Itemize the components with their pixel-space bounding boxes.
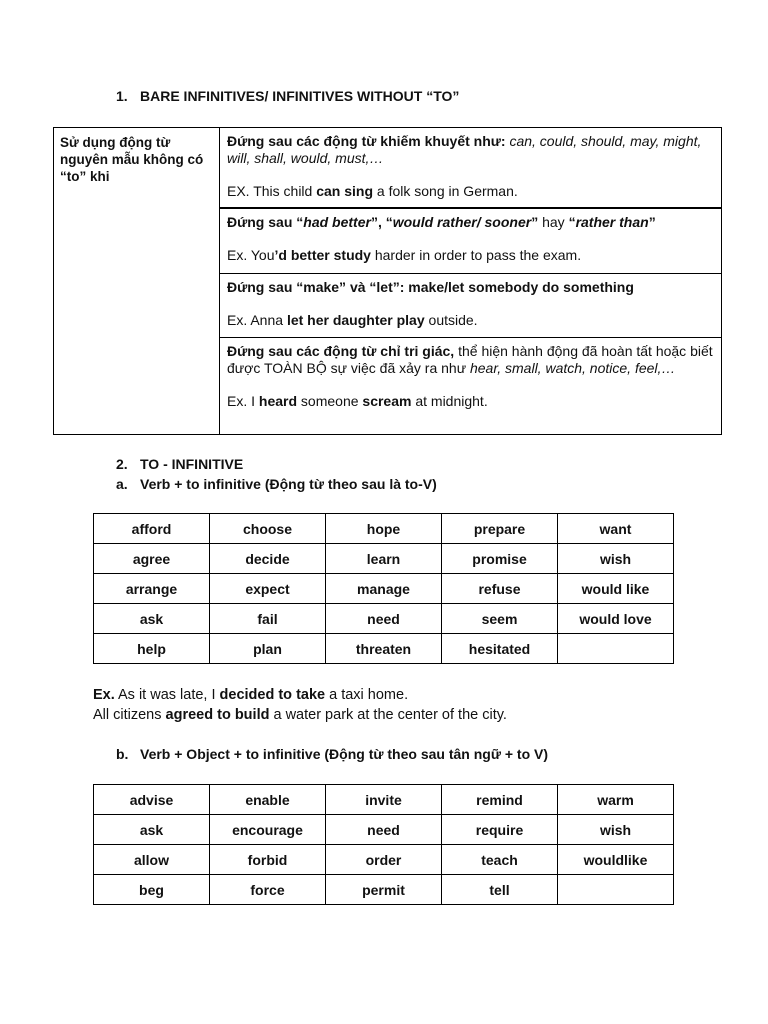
table-row [94,514,674,544]
verb-cell: teach [442,845,558,875]
verb-cell: tell [442,875,558,905]
verb-cell: wish [558,815,674,845]
bare-infinitive-table [53,127,722,435]
rule-row-perception [220,338,721,434]
verb-cell: help [94,634,210,664]
verb-cell: wouldlike [558,845,674,875]
verb-to-infinitive-table [93,513,674,664]
rule-row-modal [220,128,721,209]
rule-text: Đứng sau các động từ chỉ tri giác, thể hiện hành động đã hoàn tất hoặc biết được TOÀN BỘ sự việc đã xảy ra như hear, small, watch, notice, feel,… [227,343,713,376]
verb-cell: hesitated [442,634,558,664]
example-a-line-1: Ex. As it was late, I decided to take a taxi home. [93,687,409,703]
verb-cell: afford [94,514,210,544]
verb-cell: ask [94,815,210,845]
section-1-number: 1. [116,88,128,104]
verb-cell: prepare [442,514,558,544]
verb-cell: hope [326,514,442,544]
rule-italic-text: can, could, should, may, might, will, shall, would, must,… [227,133,702,166]
verb-cell: force [210,875,326,905]
example-a-line-2: All citizens agreed to build a water park at the center of the city. [93,707,507,723]
verb-object-to-infinitive-table [93,784,674,905]
verb-cell: advise [94,785,210,815]
verb-cell: manage [326,574,442,604]
verb-cell: encourage [210,815,326,845]
verb-cell: fail [210,604,326,634]
verb-cell: seem [442,604,558,634]
table-row [94,785,674,815]
verb-cell: refuse [442,574,558,604]
section-1-title: BARE INFINITIVES/ INFINITIVES WITHOUT “TO” [140,88,460,104]
verb-cell: would love [558,604,674,634]
table-row [94,544,674,574]
table-row [94,634,674,664]
verb-cell: require [442,815,558,845]
verb-cell: invite [326,785,442,815]
verb-cell: plan [210,634,326,664]
verb-cell: remind [442,785,558,815]
verb-cell: permit [326,875,442,905]
verb-cell: learn [326,544,442,574]
example-line: Ex. Anna let her daughter play outside. [227,312,478,328]
verb-cell: decide [210,544,326,574]
rule-text: Đứng sau “had better”, “would rather/ sooner” hay “rather than” [227,214,656,230]
verb-cell: beg [94,875,210,905]
subsection-b-letter: b. [116,746,129,762]
table-left-label: Sử dụng động từ nguyên mẫu không có “to” khi [54,128,220,434]
section-2-heading [116,456,243,472]
verb-cell: threaten [326,634,442,664]
verb-cell [558,634,674,664]
subsection-a-title: Verb + to infinitive (Động từ theo sau là to-V) [140,476,437,492]
table-row [94,574,674,604]
verb-cell: need [326,604,442,634]
verb-cell: ask [94,604,210,634]
table-row [94,815,674,845]
verb-cell: enable [210,785,326,815]
example-line: Ex. You’d better study harder in order to pass the exam. [227,247,582,263]
example-a [93,685,507,725]
verb-cell: promise [442,544,558,574]
table-row [94,845,674,875]
section-2-number: 2. [116,456,128,472]
subsection-a-letter: a. [116,476,128,492]
section-2-title: TO - INFINITIVE [140,456,244,472]
rule-text: Đứng sau các động từ khiếm khuyết như: [227,133,506,149]
section-1-heading [116,88,459,104]
verb-cell: wish [558,544,674,574]
verb-cell: warm [558,785,674,815]
subsection-b-heading [116,746,548,762]
example-line: EX. This child can sing a folk song in German. [227,183,518,199]
table-row [94,875,674,905]
verb-cell: order [326,845,442,875]
example-line: Ex. I heard someone scream at midnight. [227,393,488,409]
rule-text: Đứng sau “make” và “let”: make/let somebody do something [227,279,634,295]
verb-cell: want [558,514,674,544]
subsection-b-title: Verb + Object + to infinitive (Động từ theo sau tân ngữ + to V) [140,746,549,762]
verb-cell: need [326,815,442,845]
verb-cell: arrange [94,574,210,604]
rule-row-had-better [220,209,721,274]
verb-cell: allow [94,845,210,875]
verb-cell: choose [210,514,326,544]
subsection-a-heading [116,476,437,492]
verb-cell: would like [558,574,674,604]
verb-cell: expect [210,574,326,604]
verb-cell: agree [94,544,210,574]
verb-cell [558,875,674,905]
table-row [94,604,674,634]
verb-cell: forbid [210,845,326,875]
rule-row-make-let [220,274,721,338]
